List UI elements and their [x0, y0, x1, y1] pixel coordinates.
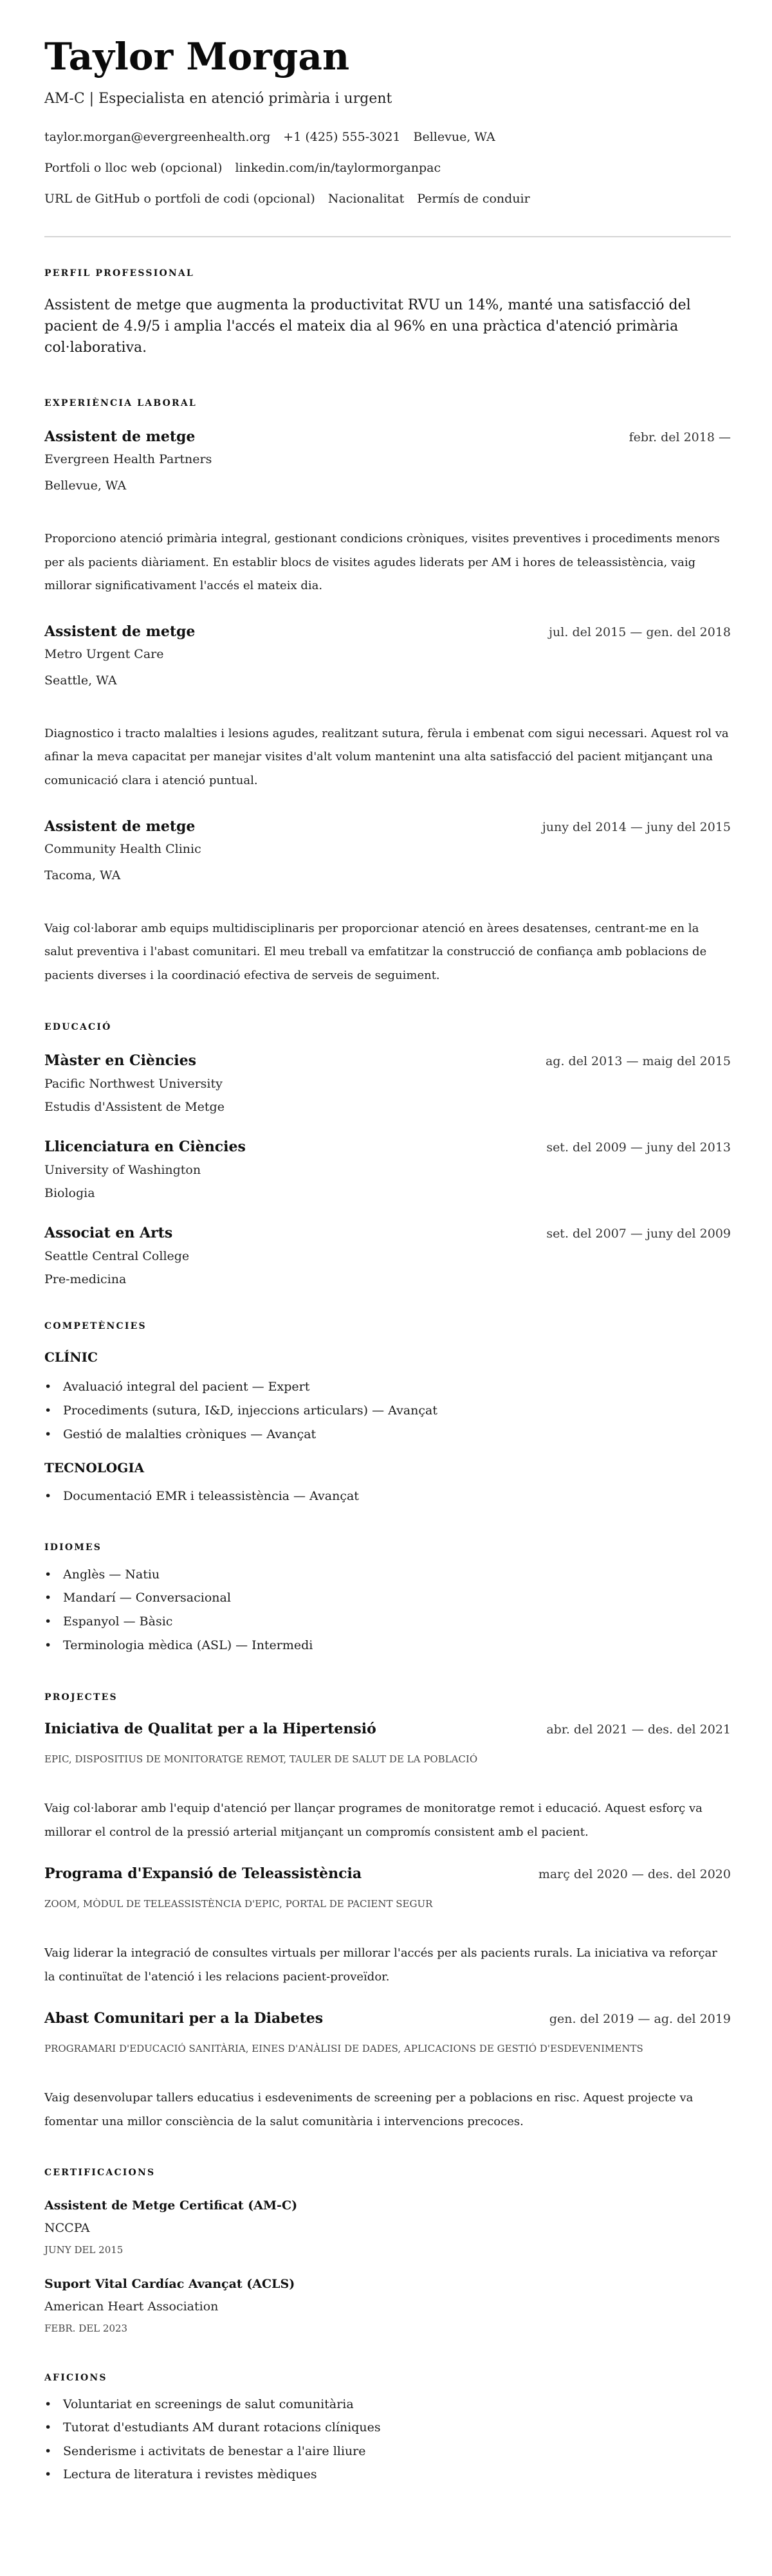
job-dates: jul. del 2015 — gen. del 2018: [549, 625, 731, 639]
education-header: [44, 1052, 731, 1070]
education-header: [44, 1138, 731, 1156]
hobby-item: • Senderisme i activitats de benestar a l'aire lliure: [44, 2440, 731, 2463]
project-technologies: PROGRAMARI D'EDUCACIÓ SANITÀRIA, EINES D'ANÀLISI DE DADES, APLICACIONS DE GESTIÓ D'ESDEVENIMENTS: [44, 2043, 643, 2055]
project-description: Vaig col·laborar amb l'equip d'atenció per llançar programes de monitoratge remot i educació. Aquest esforç va millorar el control de la pressió arterial mitjançant un compromís consistent amb el pacient.: [44, 1802, 703, 1839]
job-entry: [44, 818, 731, 988]
resume-header: [44, 36, 731, 214]
certification-date: JUNY DEL 2015: [44, 2243, 124, 2256]
job-location: Tacoma, WA: [44, 868, 121, 882]
skill-item: • Procediments (sutura, I&D, injeccions articulars) — Avançat: [44, 1399, 731, 1423]
project-header: [44, 2009, 731, 2028]
job-entry: [44, 428, 731, 598]
language-item: • Espanyol — Bàsic: [44, 1610, 731, 1634]
job-description: Proporciono atenció primària integral, gestionant condicions cròniques, visites preventives i procediments menors per als pacients diàriament. En establir blocs de visites agudes liderats per AM i hores de teleassistència, vaig millorar significativament l'accés el mateix dia.: [44, 532, 720, 593]
job-location: Seattle, WA: [44, 673, 117, 688]
job-dates: febr. del 2018 —: [629, 430, 731, 444]
skill-group-title: CLÍNIC: [44, 1349, 98, 1366]
language-item: • Mandarí — Conversacional: [44, 1586, 731, 1610]
job-title: Assistent de metge: [44, 428, 196, 445]
phone-number: +1 (425) 555-3021: [283, 130, 401, 144]
job-location: Bellevue, WA: [44, 479, 127, 493]
job-header: [44, 428, 731, 446]
certification-date: FEBR. DEL 2023: [44, 2322, 128, 2334]
certification-entry: [44, 2276, 731, 2339]
projects-section: [44, 1691, 731, 2134]
project-entry: [44, 1865, 731, 1989]
hobby-list: [44, 2393, 731, 2487]
drivers-license: Permís de conduir: [417, 192, 530, 206]
skills-section: [44, 1320, 731, 1508]
portfolio-link[interactable]: Portfoli o lloc web (opcional): [44, 161, 223, 175]
language-list: [44, 1563, 731, 1657]
contact-line: [44, 152, 731, 183]
project-technologies: ZOOM, MÒDUL DE TELEASSISTÈNCIA D'EPIC, PORTAL DE PACIENT SEGUR: [44, 1898, 433, 1910]
section-title: PROJECTES: [44, 1692, 118, 1703]
job-description: Vaig col·laborar amb equips multidisciplinaris per proporcionar atenció en àrees desatenses, centrant-me en la salut preventiva i l'abast comunitari. El meu treball va emfatitzar la construcció de confiança amb poblacions de pacients diverses i la coordinació efectiva de serveis de seguiment.: [44, 921, 707, 982]
project-header: [44, 1720, 731, 1739]
section-title: PERFIL PROFESSIONAL: [44, 268, 194, 279]
email-link[interactable]: taylor.morgan@evergreenhealth.org: [44, 130, 271, 144]
section-title: COMPETÈNCIES: [44, 1321, 147, 1332]
job-title: Assistent de metge: [44, 818, 196, 835]
candidate-name: Taylor Morgan: [44, 35, 350, 78]
job-dates: juny del 2014 — juny del 2015: [542, 819, 731, 834]
project-dates: abr. del 2021 — des. del 2021: [546, 1722, 731, 1737]
project-technologies: EPIC, DISPOSITIUS DE MONITORATGE REMOT, TAULER DE SALUT DE LA POBLACIÓ: [44, 1753, 478, 1766]
certifications-section: [44, 2166, 731, 2339]
job-entry: [44, 623, 731, 793]
skill-item: • Gestió de malalties cròniques — Avançat: [44, 1423, 731, 1447]
skill-group-title: TECNOLOGIA: [44, 1460, 145, 1476]
hobby-item: • Lectura de literatura i revistes mèdiques: [44, 2463, 731, 2487]
skill-item: • Avaluació integral del pacient — Expert: [44, 1375, 731, 1399]
project-dates: març del 2020 — des. del 2020: [538, 1867, 731, 1882]
header-divider: [44, 236, 731, 237]
degree-title: Llicenciatura en Ciències: [44, 1138, 246, 1156]
github-link[interactable]: URL de GitHub o portfoli de codi (opcional): [44, 192, 315, 206]
contact-line: [44, 122, 731, 152]
school-name: Pacific Northwest University: [44, 1077, 223, 1092]
language-item: • Terminologia mèdica (ASL) — Intermedi: [44, 1634, 731, 1658]
section-title: AFICIONS: [44, 2372, 107, 2383]
skill-list: [44, 1484, 731, 1508]
education-entry: [44, 1224, 731, 1291]
hobbies-section: [44, 2371, 731, 2487]
location: Bellevue, WA: [413, 130, 495, 144]
contact-info: [44, 122, 731, 214]
project-title: Iniciativa de Qualitat per a la Hipertensió: [44, 1721, 376, 1738]
summary-section: [44, 267, 731, 358]
section-title: IDIOMES: [44, 1542, 102, 1553]
job-header: [44, 623, 731, 641]
degree-title: Associat en Arts: [44, 1225, 173, 1242]
certification-entry: [44, 2197, 731, 2261]
contact-line: [44, 183, 731, 214]
education-dates: ag. del 2013 — maig del 2015: [545, 1054, 731, 1069]
candidate-headline: AM-C | Especialista en atenció primària i urgent: [44, 91, 392, 107]
nationality: Nacionalitat: [327, 192, 405, 206]
section-title: EXPERIÈNCIA LABORAL: [44, 398, 197, 408]
linkedin-link[interactable]: linkedin.com/in/taylormorganpac: [235, 161, 441, 175]
project-description: Vaig desenvolupar tallers educatius i esdeveniments de screening per a poblacions en risc. Aquest projecte va fomentar una millor consciència de la salut comunitària i intervencions precoces.: [44, 2091, 694, 2129]
education-dates: set. del 2007 — juny del 2009: [546, 1227, 731, 1241]
education-section: [44, 1021, 731, 1291]
skill-item: • Documentació EMR i teleassistència — Avançat: [44, 1484, 731, 1508]
hobby-item: • Tutorat d'estudiants AM durant rotacions clíniques: [44, 2416, 731, 2440]
hobby-item: • Voluntariat en screenings de salut comunitària: [44, 2393, 731, 2416]
certification-name: Assistent de Metge Certificat (AM-C): [44, 2198, 298, 2213]
project-entry: [44, 1720, 731, 1844]
education-entry: [44, 1052, 731, 1119]
education-entry: [44, 1138, 731, 1205]
school-name: University of Washington: [44, 1163, 201, 1178]
job-description: Diagnostico i tracto malalties i lesions agudes, realitzant sutura, fèrula i embenat com sigui necessari. Aquest rol va afinar la meva capacitat per manejar visites d'alt volum mantenint una alta satisfacció del pacient mitjançant una comunicació clara i atenció puntual.: [44, 726, 729, 787]
language-item: • Anglès — Natiu: [44, 1563, 731, 1587]
field-of-study: Biologia: [44, 1186, 95, 1201]
education-dates: set. del 2009 — juny del 2013: [546, 1140, 731, 1155]
company-name: Community Health Clinic: [44, 841, 201, 856]
project-title: Programa d'Expansió de Teleassistència: [44, 1865, 362, 1883]
experience-section: [44, 397, 731, 987]
education-header: [44, 1224, 731, 1243]
project-title: Abast Comunitari per a la Diabetes: [44, 2010, 324, 2027]
degree-title: Màster en Ciències: [44, 1052, 197, 1070]
project-entry: [44, 2009, 731, 2133]
section-title: EDUCACIÓ: [44, 1022, 112, 1033]
field-of-study: Estudis d'Assistent de Metge: [44, 1100, 225, 1115]
field-of-study: Pre-medicina: [44, 1272, 127, 1287]
project-dates: gen. del 2019 — ag. del 2019: [549, 2012, 731, 2027]
job-title: Assistent de metge: [44, 623, 196, 640]
certification-issuer: NCCPA: [44, 2220, 90, 2235]
certification-name: Suport Vital Cardíac Avançat (ACLS): [44, 2276, 295, 2291]
job-header: [44, 818, 731, 836]
school-name: Seattle Central College: [44, 1249, 190, 1264]
summary-text: Assistent de metge que augmenta la productivitat RVU un 14%, manté una satisfacció del pacient de 4.9/5 i amplia l'accés el mateix dia al 96% en una pràctica d'atenció primària col·laborativa.: [44, 297, 691, 356]
section-title: CERTIFICACIONS: [44, 2167, 156, 2178]
certification-issuer: American Heart Association: [44, 2299, 219, 2314]
skill-list: [44, 1375, 731, 1446]
company-name: Metro Urgent Care: [44, 646, 164, 661]
company-name: Evergreen Health Partners: [44, 452, 212, 466]
project-header: [44, 1865, 731, 1883]
languages-section: [44, 1541, 731, 1657]
project-description: Vaig liderar la integració de consultes virtuals per millorar l'accés per als pacients rurals. La iniciativa va reforçar la continuïtat de l'atenció i les relacions pacient-proveïdor.: [44, 1946, 717, 1984]
